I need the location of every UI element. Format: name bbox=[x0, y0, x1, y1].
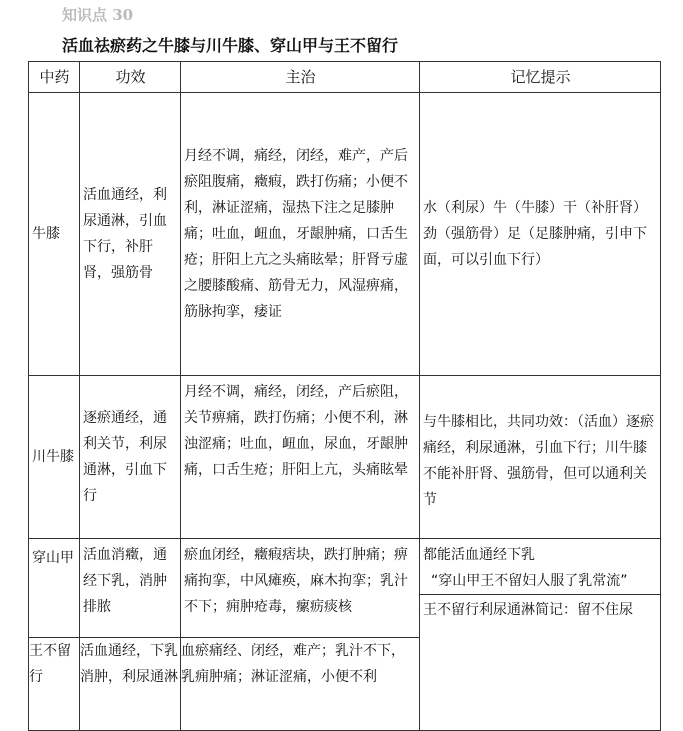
herb-effect: 活血消癥，通经下乳，消肿排脓 bbox=[80, 539, 181, 638]
herb-effect: 逐瘀通经，通利关节，利尿通淋，引血下行 bbox=[80, 376, 181, 539]
memory-tip-mnemonic: “穿山甲王不留妇人服了乳常流” bbox=[431, 573, 628, 589]
herb-name: 王不留行 bbox=[29, 638, 80, 731]
herb-indication: 月经不调，痛经，闭经，难产，产后瘀阻腹痛，癥瘕，跌打伤痛；小便不利，淋证涩痛，湿热下注之足膝肿痛；吐血，衄血，牙龈肿痛，口舌生疮；肝阳上亢之头痛眩晕；肝肾亏虚之腰膝酸痛、筋骨无力，风湿痹痛，筋脉拘挛，痿证 bbox=[181, 93, 420, 376]
shared-memory-tip bbox=[420, 539, 661, 731]
herb-indication: 血瘀痛经、闭经，难产；乳汁不下，乳痈肿痛；淋证涩痛，小便不利 bbox=[181, 638, 420, 731]
herb-comparison-table bbox=[28, 61, 661, 731]
table-row bbox=[29, 93, 661, 376]
knowledge-point-label: 知识点 30 bbox=[62, 6, 134, 24]
column-header-effect: 功效 bbox=[80, 62, 181, 93]
herb-memory-tip: 水（利尿）牛（牛膝）干（补肝肾）劲（强筋骨）足（足膝肿痛，引申下面，可以引血下行） bbox=[420, 93, 661, 376]
section-title: 活血祛瘀药之牛膝与川牛膝、穿山甲与王不留行 bbox=[62, 36, 399, 55]
memory-tip-shared: 都能活血通经下乳 bbox=[423, 547, 535, 563]
herb-name: 穿山甲 bbox=[29, 539, 80, 638]
herb-name: 川牛膝 bbox=[29, 376, 80, 539]
table-row bbox=[29, 376, 661, 539]
herb-memory-tip: 与牛膝相比，共同功效：（活血）逐瘀痛经，利尿通淋，引血下行；川牛膝不能补肝肾、强筋骨，但可以通利关节 bbox=[420, 376, 661, 539]
memory-tip-wangbuliuxing: 王不留行利尿通淋简记：留不住尿 bbox=[420, 594, 660, 623]
herb-effect: 活血通经，下乳消肿，利尿通淋 bbox=[80, 638, 181, 731]
column-header-indication: 主治 bbox=[181, 62, 420, 93]
herb-indication: 瘀血闭经，癥瘕痞块，跌打肿痛；痹痛拘挛，中风瘫痪，麻木拘挛；乳汁不下；痈肿疮毒，瘰疬痰核 bbox=[181, 539, 420, 638]
table-header-row bbox=[29, 62, 661, 93]
herb-indication: 月经不调，痛经，闭经，产后瘀阻，关节痹痛，跌打伤痛；小便不利，淋浊涩痛；吐血，衄血，尿血，牙龈肿痛，口舌生疮；肝阳上亢，头痛眩晕 bbox=[181, 376, 420, 539]
column-header-memory-tip: 记忆提示 bbox=[420, 62, 661, 93]
herb-name: 牛膝 bbox=[29, 93, 80, 376]
herb-effect: 活血通经，利尿通淋，引血下行，补肝肾，强筋骨 bbox=[80, 93, 181, 376]
column-header-herb: 中药 bbox=[29, 62, 80, 93]
table-row bbox=[29, 539, 661, 638]
